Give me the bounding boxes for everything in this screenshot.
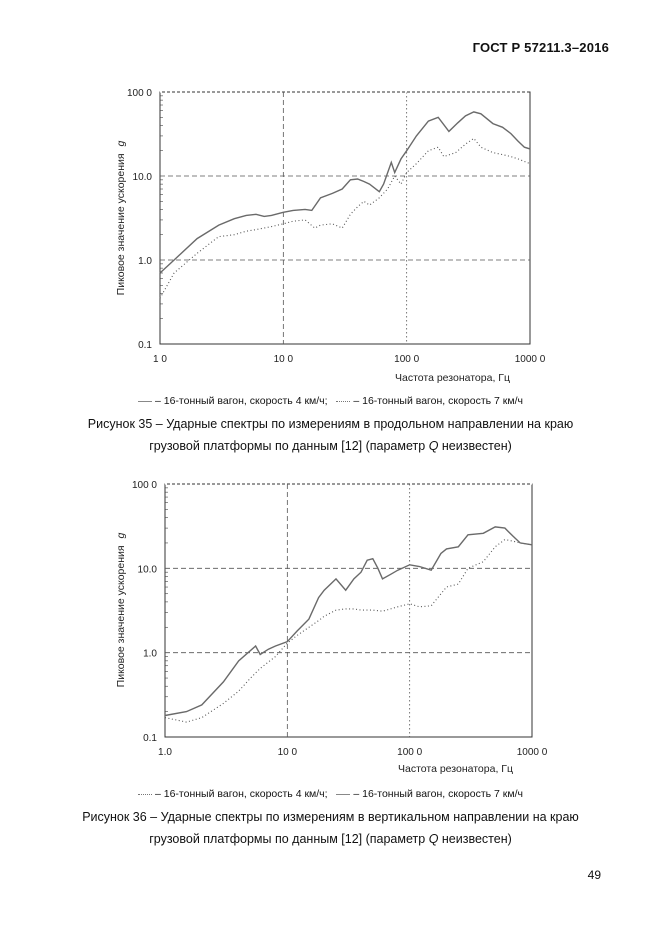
x-tick-label: 1 0 bbox=[153, 354, 167, 365]
x-tick-label: 100 0 bbox=[397, 747, 423, 758]
legend-dotted-marker bbox=[336, 401, 350, 402]
x-tick-label: 10 0 bbox=[277, 747, 298, 758]
caption-line-2 bbox=[0, 435, 661, 457]
plot-frame bbox=[165, 484, 532, 737]
x-tick-label: 1000 0 bbox=[516, 747, 548, 758]
legend-solid-marker bbox=[138, 401, 152, 402]
legend-item-1: – 16-тонный вагон, скорость 4 км/ч; bbox=[155, 395, 328, 407]
legend-item-2: – 16-тонный вагон, скорость 7 км/ч bbox=[353, 788, 523, 800]
y-tick-label: 0.1 bbox=[143, 733, 157, 744]
page-number: 49 bbox=[587, 868, 601, 882]
plot-frame bbox=[160, 92, 530, 344]
series-line-solid bbox=[160, 112, 530, 273]
caption-line-2-end: неизвестен) bbox=[441, 439, 512, 453]
y-axis-label bbox=[115, 140, 127, 295]
legend-solid-marker bbox=[336, 794, 350, 795]
caption-line-2-start: грузовой платформы по данным [12] (параметр bbox=[149, 439, 426, 453]
caption-line-1: Рисунок 35 – Ударные спектры по измерениям в продольном направлении на краю bbox=[87, 417, 574, 431]
y-tick-label: 100 0 bbox=[131, 480, 157, 491]
x-tick-label: 1.0 bbox=[158, 747, 172, 758]
y-axis-label-symbol: g bbox=[115, 532, 127, 539]
x-axis-label: Частота резонатора, Гц bbox=[395, 372, 510, 384]
x-axis-label: Частота резонатора, Гц bbox=[398, 763, 513, 775]
x-tick-label: 100 0 bbox=[394, 354, 420, 365]
shock-spectrum-chart-longitudinal bbox=[0, 80, 661, 470]
x-tick-label: 1000 0 bbox=[514, 354, 546, 365]
y-axis-label-text: Пиковое значение ускорения bbox=[115, 153, 127, 296]
series-line-dotted bbox=[165, 540, 532, 723]
figure36-legend bbox=[0, 788, 661, 800]
y-tick-label: 10.0 bbox=[137, 564, 157, 576]
caption-q-symbol: Q bbox=[428, 439, 439, 453]
figure35-caption bbox=[0, 413, 661, 457]
x-tick-label: 10 0 bbox=[273, 354, 294, 365]
y-axis-label-text: Пиковое значение ускорения bbox=[115, 545, 127, 688]
legend-item-2: – 16-тонный вагон, скорость 7 км/ч bbox=[353, 395, 523, 407]
figure35-legend bbox=[0, 395, 661, 407]
caption-line-2 bbox=[0, 828, 661, 850]
caption-line-2-end: неизвестен) bbox=[441, 832, 512, 846]
shock-spectrum-chart-vertical bbox=[0, 472, 661, 792]
y-tick-label: 1.0 bbox=[138, 256, 152, 267]
y-axis-label-symbol: g bbox=[115, 140, 127, 147]
y-tick-label: 0.1 bbox=[138, 340, 152, 351]
y-axis-label bbox=[115, 532, 127, 687]
caption-line-2-start: грузовой платформы по данным [12] (параметр bbox=[149, 832, 426, 846]
y-tick-label: 10.0 bbox=[132, 172, 152, 183]
series-line-solid bbox=[165, 527, 532, 716]
legend-dotted-marker bbox=[138, 794, 152, 795]
legend-item-1: – 16-тонный вагон, скорость 4 км/ч; bbox=[155, 788, 328, 800]
figure36-caption bbox=[0, 806, 661, 850]
standard-header: ГОСТ Р 57211.3–2016 bbox=[472, 40, 609, 55]
caption-line-1: Рисунок 36 – Ударные спектры по измерениям в вертикальном направлении на краю bbox=[82, 810, 579, 824]
series-line-dotted bbox=[160, 138, 530, 298]
y-tick-label: 1.0 bbox=[143, 648, 157, 660]
caption-q-symbol: Q bbox=[428, 832, 439, 846]
y-tick-label: 100 0 bbox=[126, 88, 152, 99]
